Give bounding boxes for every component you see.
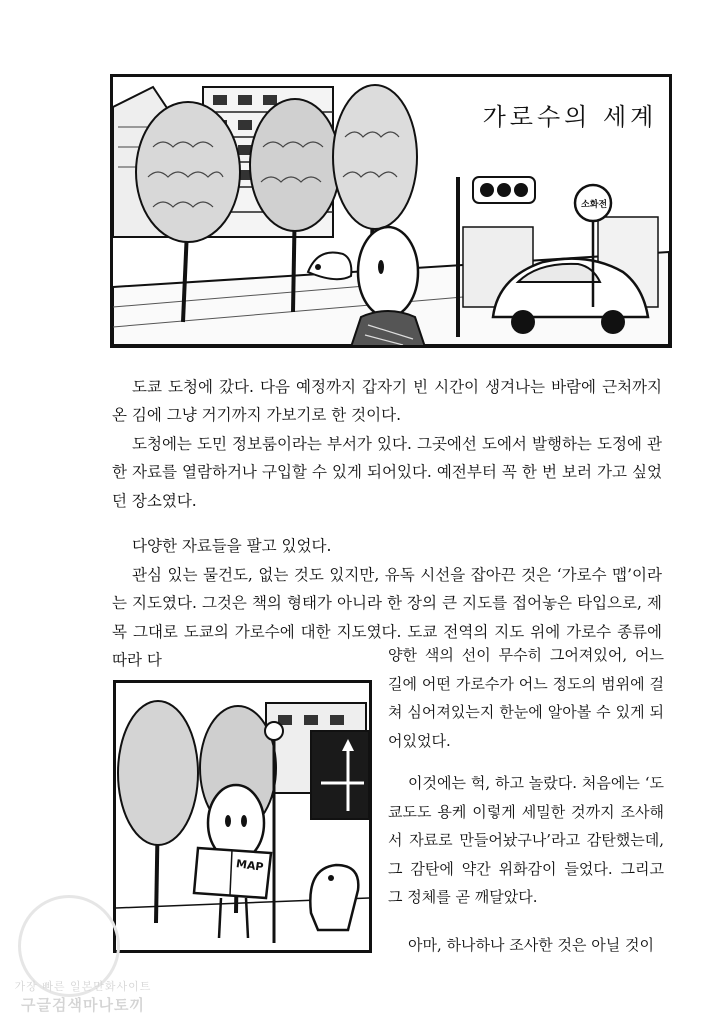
map-reading-illustration-panel [113, 680, 372, 953]
watermark [8, 978, 158, 1015]
watermark-line-1: 가장 빠른 일본만화사이트 [14, 980, 152, 993]
map-label: MAP [235, 857, 265, 874]
paragraph-3: 다양한 자료들을 팔고 있었다. [132, 537, 332, 555]
paragraph-2: 도청에는 도민 정보룸이라는 부서가 있다. 그곳에선 도에서 발행하는 도정에 관한 자료를 열람하거나 구입할 수 있게 되어있다. 예전부터 꼭 한 번 보러 가고 싶었던 장소였다. [112, 435, 662, 510]
right-paragraph-3: 아마, 하나하나 조사한 것은 아닐 것이 [408, 936, 654, 954]
watermark-line-2: 구글검색마나토끼 [21, 996, 145, 1014]
map-scene-drawing [116, 683, 369, 950]
hydrant-sign-label: 소화전 [581, 200, 608, 210]
chapter-title: 가로수의 세계 [481, 87, 659, 141]
right-paragraph-1: 양한 색의 선이 무수히 그어져있어, 어느 길에 어떤 가로수가 어느 정도의 범위에 걸쳐 심어져있는지 한눈에 알아볼 수 있게 되어있었다. [388, 646, 664, 750]
paragraph-4: 관심 있는 물건도, 없는 것도 있지만, 유독 시선을 잡아끈 것은 ‘가로수 맵’이라는 지도였다. 그것은 책의 형태가 아니라 한 장의 큰 지도를 접어놓은 타입으로, 제목 그대로 도쿄의 가로수에 대한 지도였다. 도쿄 전역의 지도 위에 가로수 종류에 따라 다 [112, 566, 662, 670]
street-illustration-panel [110, 74, 672, 348]
paragraph-1: 도쿄 도청에 갔다. 다음 예정까지 갑자기 빈 시간이 생겨나는 바람에 근처까지 온 김에 그냥 거기까지 가보기로 한 것이다. [112, 378, 662, 425]
right-paragraph-2: 이것에는 헉, 하고 놀랐다. 처음에는 ‘도쿄도도 용케 이렇게 세밀한 것까지 조사해서 자료로 만들어놨구나’라고 감탄했는데, 그 감탄에 약간 위화감이 들었다. 그리고 그 정체를 곧 깨달았다. [388, 774, 664, 907]
